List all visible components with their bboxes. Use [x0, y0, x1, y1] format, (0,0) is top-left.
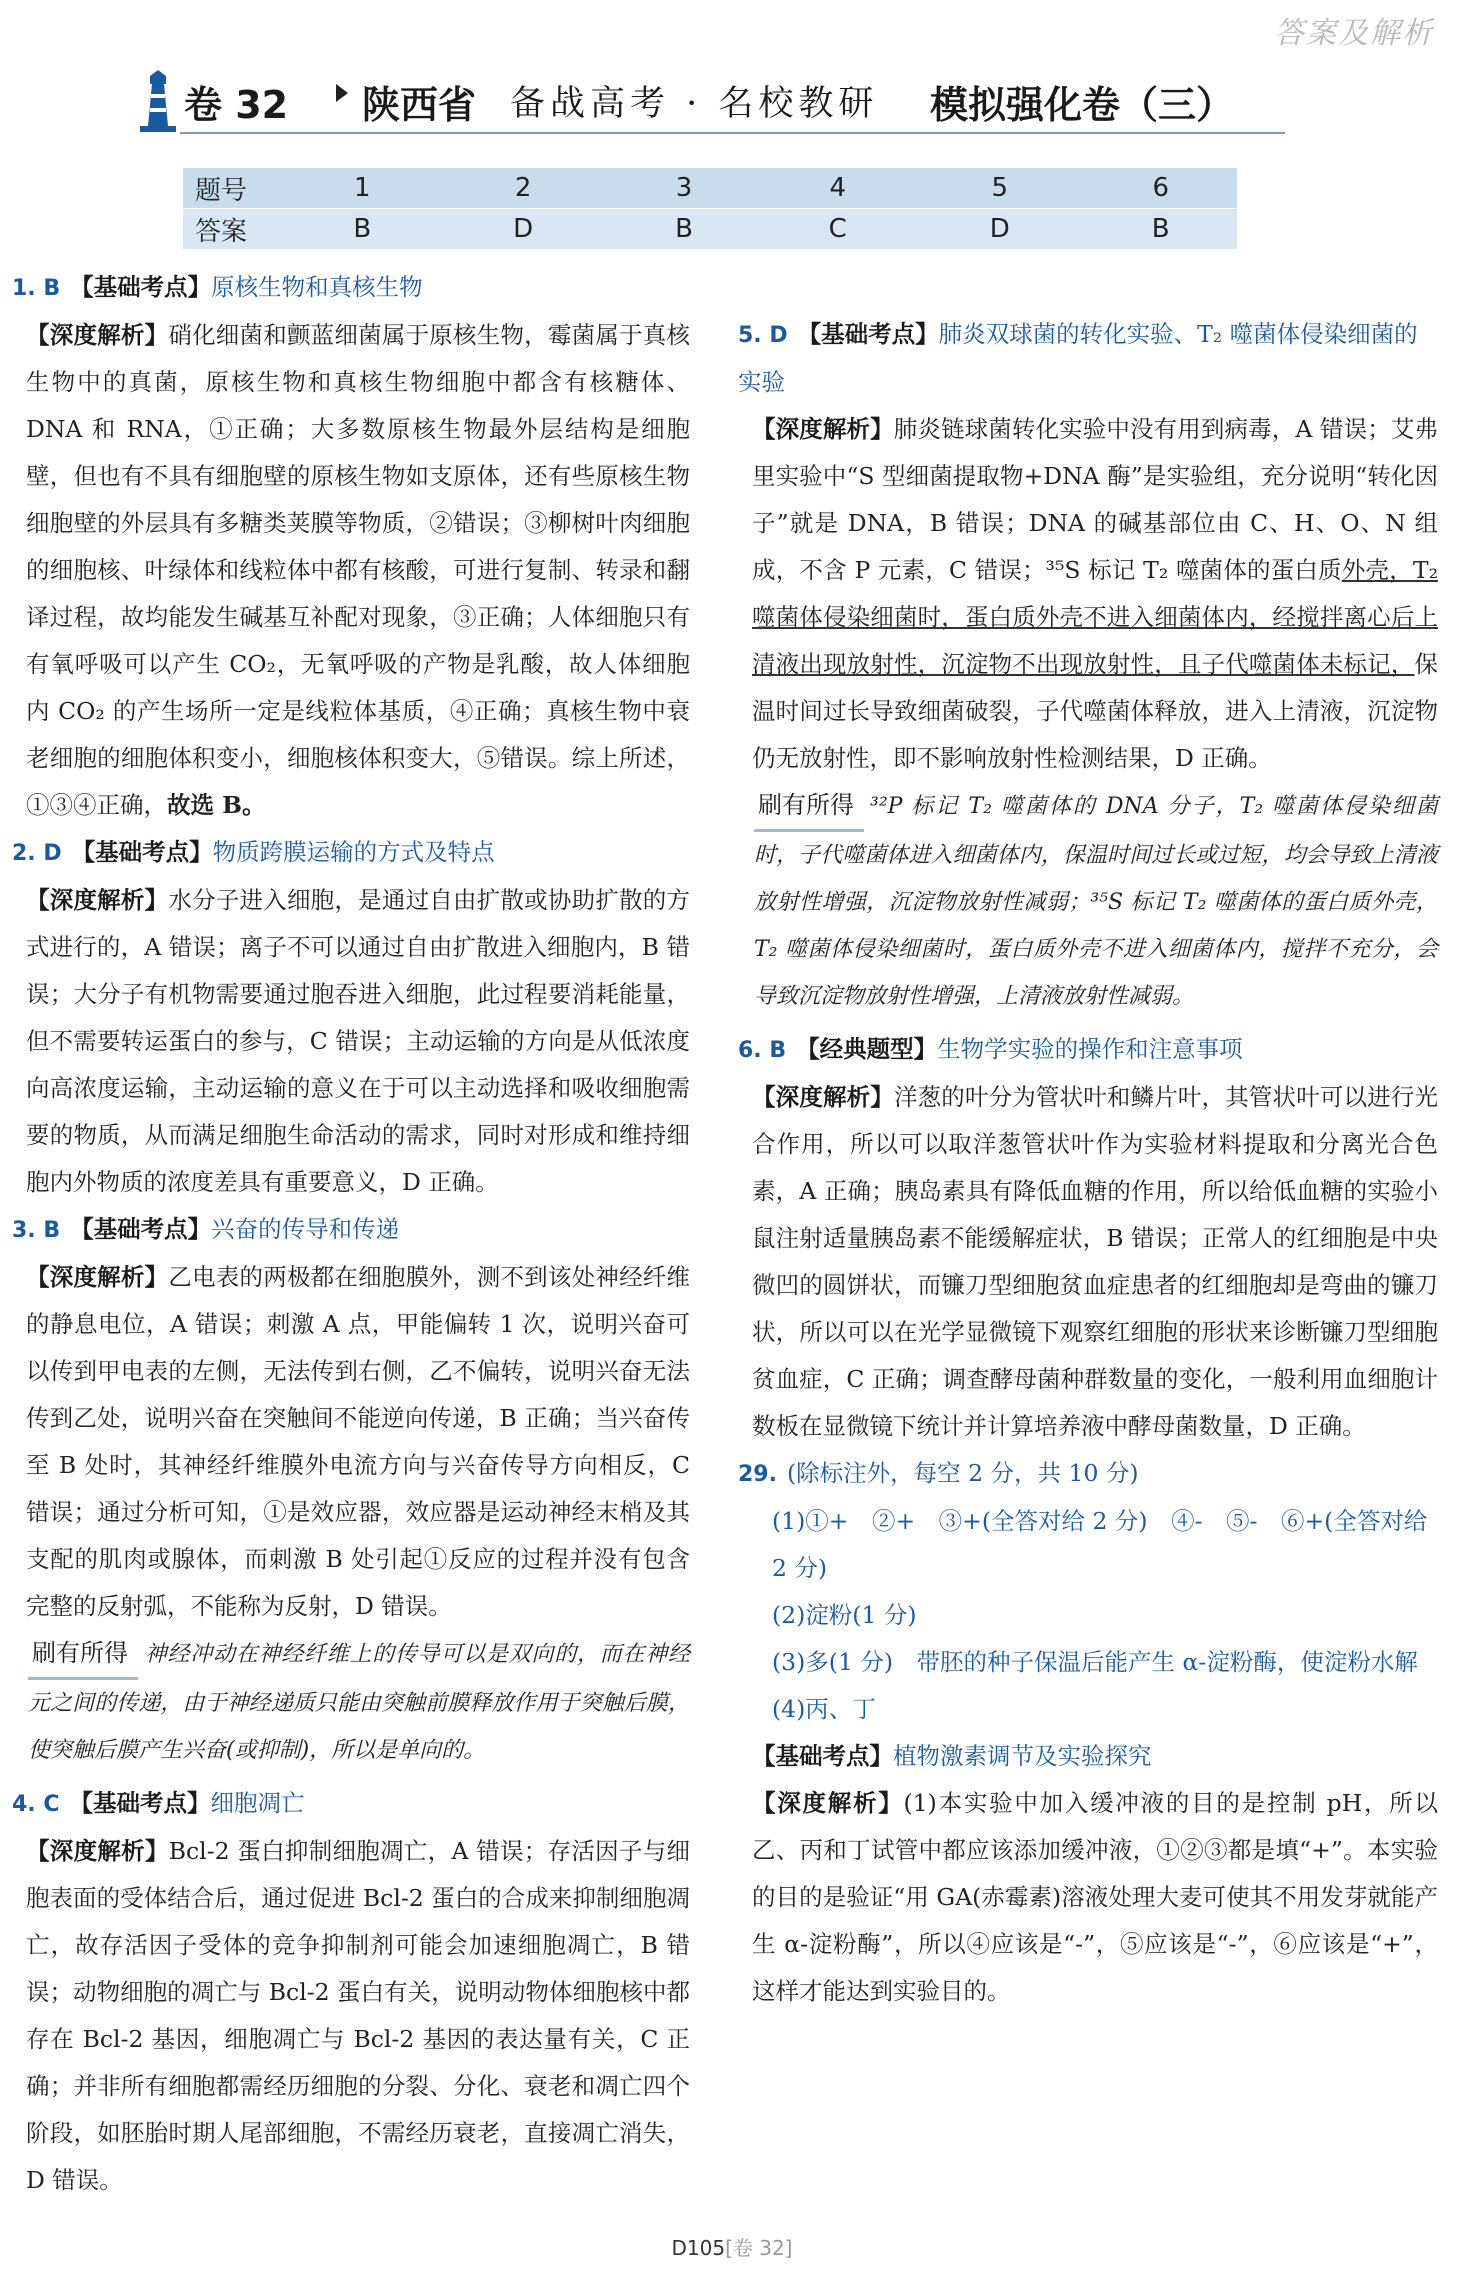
q2-text: 水分子进入细胞，是通过自由扩散或协助扩散的方式进行的，A 错误；离子不可以通过自由扩散进入细胞内，B 错误；大分子有机物需要通过胞吞进入细胞，此过程要消耗能量，但不需要转运蛋白的参与，C 错误；主动运输的方向是从低浓度向高浓度运输，主动运输的意义在于可以主动选择和吸收细胞需要的物质，从而满足细胞生命活动的需求，同时对形成和维持细胞内外物质的浓度差具有重要意义，D 正确。	[26, 886, 691, 1196]
deep-label: 【深度解析】	[752, 1789, 904, 1817]
deep-label: 【深度解析】	[26, 321, 169, 349]
basic-label: 【基础考点】	[797, 320, 939, 348]
page-footer	[0, 2232, 1464, 2261]
answer-table-row-numbers	[183, 168, 1237, 209]
q29-topic: 植物激素调节及实验探究	[893, 1742, 1152, 1770]
table-cell: 2	[438, 168, 607, 209]
q29-analysis	[738, 1780, 1438, 2015]
basic-label: 【基础考点】	[70, 1215, 212, 1243]
table-cell: 5	[915, 168, 1084, 209]
q1-heading	[12, 264, 690, 312]
series-name: 备战高考 · 名校教研	[510, 84, 879, 124]
q3-note	[12, 1630, 690, 1774]
q2-heading	[12, 829, 690, 877]
q6-heading	[738, 1026, 1438, 1074]
q6-analysis	[738, 1074, 1438, 1450]
header-rule	[180, 132, 1285, 134]
deep-label: 【深度解析】	[752, 415, 894, 443]
paper-title: 模拟强化卷（三）	[930, 83, 1235, 127]
table-cell: D	[438, 209, 607, 250]
table-cell: D	[915, 209, 1084, 250]
q4-heading	[12, 1780, 690, 1828]
q3-topic: 兴奋的传导和传递	[211, 1215, 400, 1243]
table-label: 答案	[183, 209, 286, 250]
q29-topic-line	[738, 1733, 1438, 1780]
table-cell: B	[608, 209, 760, 250]
left-column	[12, 264, 690, 2204]
triangle-arrow-icon	[336, 84, 348, 102]
q6-number: 6. B	[738, 1038, 787, 1063]
q3-heading	[12, 1206, 690, 1254]
q29-answer-3: (3)多(1 分) 带胚的种子保温后能产生 α-淀粉酶，使淀粉水解	[772, 1648, 1418, 1676]
q1-number: 1. B	[12, 276, 61, 301]
q5-text-part3: 保温时间过长导致细菌破裂，子代噬菌体释放，进入上清液，沉淀物仍无放射性，即不影响放射性检测结果，D 正确。	[752, 650, 1438, 772]
q3-text: 乙电表的两极都在细胞膜外，测不到该处神经纤维的静息电位，A 错误；刺激 A 点，甲能偏转 1 次，说明兴奋可以传到甲电表的左侧，无法传到右侧，乙不偏转，说明兴奋无法传到乙处，说明兴奋在突触间不能逆向传递，B 正确；当兴奋传至 B 处时，其神经纤维膜外电流方向与兴奋传导方向相反，C 错误；通过分析可知，①是效应器，效应器是运动神经末梢及其支配的肌肉或腺体，而刺激 B 处引起①反应的过程并没有包含完整的反射弧，不能称为反射，D 错误。	[26, 1263, 691, 1620]
q6-topic: 生物学实验的操作和注意事项	[937, 1035, 1243, 1063]
q3-number: 3. B	[12, 1218, 61, 1243]
table-cell: C	[760, 209, 915, 250]
table-cell: B	[1084, 209, 1237, 250]
volume-number: 卷 32	[184, 83, 289, 127]
table-cell: 4	[760, 168, 915, 209]
province: 陕西省	[362, 83, 477, 127]
page-number: D105	[671, 2236, 726, 2260]
q29-answer-1: (1)①+ ②+ ③+(全答对给 2 分) ④- ⑤- ⑥+(全答对给 2 分)	[772, 1507, 1428, 1582]
q3-analysis	[12, 1254, 690, 1630]
answer-analysis-tag: 答案及解析	[1274, 16, 1434, 51]
table-cell: 3	[608, 168, 760, 209]
classic-label: 【经典题型】	[796, 1035, 938, 1063]
q5-keypoint-text: 外壳，T₂ 噬菌体侵染细菌时，蛋白质外壳不进入细菌体内，经搅拌离心后上清液出现放射性，沉淀物不出现放射性，且子代噬菌体未标记，	[752, 556, 1438, 678]
q29-number: 29.	[738, 1462, 777, 1487]
q6-text: 洋葱的叶分为管状叶和鳞片叶，其管状叶可以进行光合作用，所以可以取洋葱管状叶作为实验材料提取和分离光合色素，A 正确；胰岛素具有降低血糖的作用，所以给低血糖的实验小鼠注射适量胰岛素不能缓解症状，B 错误；正常人的红细胞是中央微凹的圆饼状，而镰刀型细胞贫血症患者的红细胞却是弯曲的镰刀状，所以可以在光学显微镜下观察红细胞的形状来诊断镰刀型细胞贫血症，C 正确；调查酵母菌种群数量的变化，一般利用血细胞计数板在显微镜下统计并计算培养液中酵母菌数量，D 正确。	[752, 1083, 1439, 1440]
q1-conclusion: 故选 B。	[167, 791, 266, 819]
deep-label: 【深度解析】	[752, 1083, 894, 1111]
lighthouse-icon	[140, 70, 176, 132]
answer-table-row-answers	[183, 209, 1237, 250]
right-column	[738, 311, 1438, 2015]
q29-answer-2: (2)淀粉(1 分)	[772, 1601, 917, 1629]
basic-label: 【基础考点】	[71, 838, 213, 866]
q4-analysis	[12, 1828, 690, 2204]
q2-topic: 物质跨膜运输的方式及特点	[212, 838, 495, 866]
q1-topic: 原核生物和真核生物	[211, 273, 423, 301]
q2-analysis	[12, 877, 690, 1206]
note-label: 刷有所得	[754, 782, 864, 832]
q2-number: 2. D	[12, 841, 62, 866]
q5-note	[738, 782, 1438, 1020]
deep-label: 【深度解析】	[26, 886, 169, 914]
note-label: 刷有所得	[28, 1630, 138, 1680]
q1-analysis	[12, 312, 690, 829]
deep-label: 【深度解析】	[26, 1263, 169, 1291]
table-cell: 1	[286, 168, 438, 209]
q5-text-part1: 肺炎链球菌转化实验中没有用到病毒，A 错误；艾弗里实验中“S 型细菌提取物+DNA 酶”是实验组，充分说明“转化因子”就是 DNA，B 错误；DNA 的碱基部位由 C、H、O、N 组成，不含 P 元素，C 错误；³⁵S 标记 T₂ 噬菌体的蛋白质	[752, 415, 1438, 584]
q29-score-note: (除标注外，每空 2 分，共 10 分)	[786, 1459, 1139, 1487]
q4-number: 4. C	[12, 1792, 60, 1817]
q1-text: 硝化细菌和颤蓝细菌属于原核生物，霉菌属于真核生物中的真菌，原核生物和真核生物细胞中都含有核糖体、DNA 和 RNA，①正确；大多数原核生物最外层结构是细胞壁，但也有不具有细胞壁的原核生物如支原体，还有些原核生物细胞壁的外层具有多糖类荚膜等物质，②错误；③柳树叶肉细胞的细胞核、叶绿体和线粒体中都有核酸，可进行复制、转录和翻译过程，故均能发生碱基互补配对现象，③正确；人体细胞只有有氧呼吸可以产生 CO₂，无氧呼吸的产物是乳酸，故人体细胞内 CO₂ 的产生场所一定是线粒体基质，④正确；真核生物中衰老细胞的细胞体积变小，细胞核体积变大，⑤错误。综上所述，①③④正确，	[26, 321, 691, 819]
basic-label: 【基础考点】	[70, 273, 212, 301]
table-label: 题号	[183, 168, 286, 209]
table-cell: 6	[1084, 168, 1237, 209]
deep-label: 【深度解析】	[26, 1837, 169, 1865]
q29-answer-4: (4)丙、丁	[772, 1695, 876, 1723]
q5-note-text: ³²P 标记 T₂ 噬菌体的 DNA 分子，T₂ 噬菌体侵染细菌时，子代噬菌体进入细菌体内，保温时间过长或过短，均会导致上清液放射性增强，沉淀物放射性减弱；³⁵S 标记 T₂ 噬菌体的蛋白质外壳，T₂ 噬菌体侵染细菌时，蛋白质外壳不进入细菌体内，搅拌不充分，会导致沉淀物放射性增强，上清液放射性减弱。	[754, 794, 1438, 1009]
answer-table	[183, 167, 1237, 249]
q5-number: 5. D	[738, 323, 788, 348]
q29-heading	[738, 1450, 1438, 1498]
volume-ref: [卷 32]	[725, 2236, 793, 2260]
q5-heading	[738, 311, 1438, 406]
basic-label: 【基础考点】	[752, 1742, 893, 1770]
page-header	[140, 64, 1290, 134]
q5-topic: 肺炎双球菌的转化实验、T₂ 噬菌体侵染细菌的实验	[738, 320, 1418, 396]
q29-text: (1)本实验中加入缓冲液的目的是控制 pH，所以乙、丙和丁试管中都应该添加缓冲液，①②③都是填“+”。本实验的目的是验证“用 GA(赤霉素)溶液处理大麦可使其不用发芽就能产生 α-淀粉酶”，所以④应该是“-”，⑤应该是“-”，⑥应该是“+”，这样才能达到实验目的。	[752, 1789, 1438, 2005]
table-cell: B	[286, 209, 438, 250]
q3-note-text: 神经冲动在神经纤维上的传导可以是双向的，而在神经元之间的传递，由于神经递质只能由突触前膜释放作用于突触后膜，使突触后膜产生兴奋(或抑制)，所以是单向的。	[28, 1642, 690, 1763]
q5-analysis	[738, 406, 1438, 782]
q4-topic: 细胞凋亡	[210, 1789, 305, 1817]
basic-label: 【基础考点】	[69, 1789, 211, 1817]
q4-text: Bcl-2 蛋白抑制细胞凋亡，A 错误；存活因子与细胞表面的受体结合后，通过促进 Bcl-2 蛋白的合成来抑制细胞凋亡，故存活因子受体的竞争抑制剂可能会加速细胞凋亡，B 错误；动物细胞的凋亡与 Bcl-2 蛋白有关，说明动物体细胞核中都存在 Bcl-2 基因，细胞凋亡与 Bcl-2 基因的表达量有关，C 正确；并非所有细胞都需经历细胞的分裂、分化、衰老和凋亡四个阶段，如胚胎时期人尾部细胞，不需经历衰老，直接凋亡消失，D 错误。	[26, 1837, 691, 2194]
